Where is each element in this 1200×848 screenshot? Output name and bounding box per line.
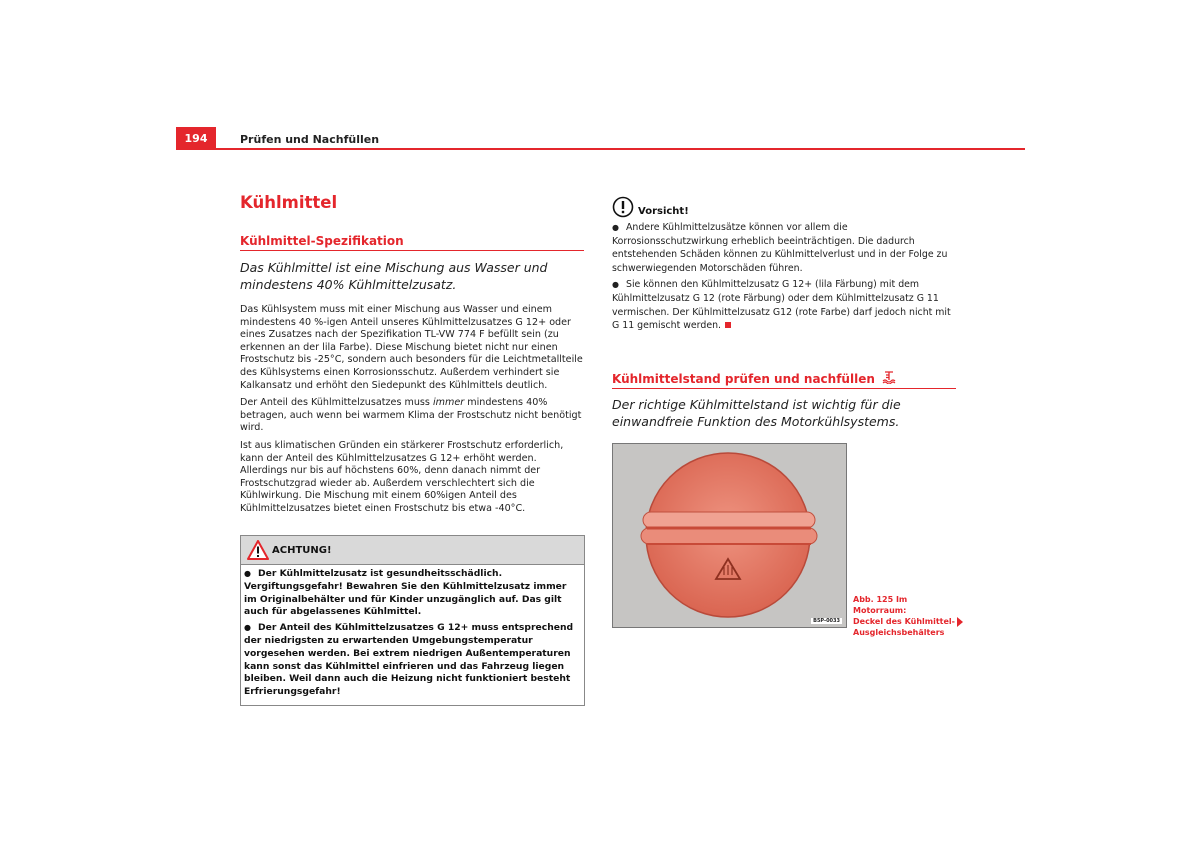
figure-caption-line: Ausgleichsbehälters bbox=[853, 628, 945, 637]
warning-label: ACHTUNG! bbox=[272, 545, 332, 556]
paragraph-2-emphasis: immer bbox=[432, 397, 465, 409]
caution-item bbox=[612, 278, 956, 332]
subheading-coolant-spec: Kühlmittel-Spezifikation bbox=[240, 234, 584, 251]
figure-caption bbox=[853, 594, 963, 638]
figure-code: B5P-0033 bbox=[813, 618, 840, 624]
left-subheading-wrap bbox=[240, 234, 584, 251]
caution-item bbox=[612, 221, 956, 275]
right-subheading-wrap bbox=[612, 370, 956, 389]
paragraph-2 bbox=[240, 397, 584, 435]
paragraph-2-b: mindestens 40% betragen, auch wenn bei warmem Klima der Frostschutz nicht benötigt wird. bbox=[240, 397, 582, 434]
bullet-icon: ● bbox=[244, 623, 251, 633]
coolant-symbol-icon bbox=[882, 370, 896, 384]
warning-body bbox=[241, 565, 584, 705]
warning-box bbox=[240, 535, 585, 706]
paragraph-2-a: Der Anteil des Kühlmittelzusatzes muss bbox=[240, 397, 433, 409]
header-title: Prüfen und Nachfüllen bbox=[240, 133, 380, 146]
figure-caption-line: Deckel des Kühlmittel- bbox=[853, 617, 955, 626]
lead-text-left: Das Kühlmittel ist eine Mischung aus Wasser und mindestens 40% Kühlmittelzusatz. bbox=[240, 260, 548, 292]
subheading-level-check-text: Kühlmittelstand prüfen und nachfüllen bbox=[612, 372, 875, 386]
subheading-level-check bbox=[612, 370, 956, 389]
page-number: 194 bbox=[176, 127, 216, 149]
warning-item bbox=[244, 568, 581, 619]
figure-caption-line: Abb. 125 Im Motorraum: bbox=[853, 595, 908, 615]
next-page-arrow-icon[interactable] bbox=[957, 617, 963, 627]
lead-text-right: Der richtige Kühlmittelstand ist wichtig für die einwandfreie Funktion des Motorkühlsystems. bbox=[612, 397, 901, 429]
bullet-icon: ● bbox=[612, 223, 619, 232]
header-rule bbox=[176, 148, 1025, 150]
caution-body bbox=[612, 221, 956, 336]
section-title: Kühlmittel bbox=[240, 193, 338, 212]
end-marker-icon bbox=[725, 322, 731, 328]
caution-item-text: Andere Kühlmittelzusätze können vor allem die Korrosionsschutzwirkung erheblich beeinträchtigen. Die dadurch entstehenden Schäden können zu Kühlmittelverlust und in der Folge zu schwerwiegenden Motorschäden führen. bbox=[612, 222, 948, 274]
warning-item bbox=[244, 622, 581, 699]
caution-exclamation-icon bbox=[612, 196, 634, 218]
bullet-icon: ● bbox=[612, 280, 619, 290]
caution-item-text: Sie können den Kühlmittelzusatz G 12+ (lila Färbung) mit dem Kühlmittelzusatz G 12 (rote Färbung) oder dem Kühlmittelzusatz G 11 vermischen. Der Kühlmittelzusatz G12 (rote Farbe) darf jedoch nicht mit G 11 gemischt werden. bbox=[612, 279, 951, 332]
body-text-left bbox=[240, 304, 584, 521]
warning-item-text: Der Anteil des Kühlmittelzusatzes G 12+ muss entsprechend der niedrigsten zu erwartenden Umgebungstemperatur vorgesehen werden. Bei extrem niedrigen Außentemperaturen kann sonst das Kühlmittel einfrieren und das Fahrzeug liegen bleiben. Weil dann auch die Heizung nicht funktioniert besteht Erfrierungsgefahr! bbox=[244, 622, 574, 698]
warning-triangle-icon bbox=[247, 540, 269, 560]
warning-item-text: Der Kühlmittelzusatz ist gesundheitsschädlich. Vergiftungsgefahr! Bewahren Sie den Kühlmittelzusatz immer im Originalbehälter und für Kinder unzugänglich auf. Das gilt auch für abgelassenes Kühlmittel. bbox=[244, 568, 567, 618]
coolant-cap-image bbox=[613, 444, 846, 627]
caution-label: Vorsicht! bbox=[638, 206, 689, 217]
warning-header bbox=[241, 536, 584, 565]
bullet-icon: ● bbox=[244, 569, 251, 578]
paragraph-3: Ist aus klimatischen Gründen ein stärkerer Frostschutz erforderlich, kann der Anteil des Kühlmittelzusatzes G 12+ erhöht werden. Allerdings nur bis auf höchstens 60%, denn danach nimmt der Frostschutzgrad wieder ab. Außerdem verschlechtert sich die Kühlwirkung. Die Mischung mit einem 60%igen Anteil des Kühlmittelzusatzes bietet einen Frostschutz bis etwa -40°C. bbox=[240, 439, 564, 514]
paragraph-1: Das Kühlsystem muss mit einer Mischung aus Wasser und einem mindestens 40 %-igen Anteil unseres Kühlmittelzusatzes G 12+ oder eines Zusatzes nach der Spezifikation TL-VW 774 F befüllt sein (zu erkennen an der lila Farbe). Diese Mischung bietet nicht nur einen Frostschutz bis -25°C, sondern auch besonders für die Leichtmetallteile des Kühlsystems einen Korrosionsschutz. Außerdem verhindert sie Kalkansatz und erhöht den Siedepunkt des Kühlmittels deutlich. bbox=[240, 304, 583, 391]
figure-coolant-cap bbox=[612, 443, 847, 628]
